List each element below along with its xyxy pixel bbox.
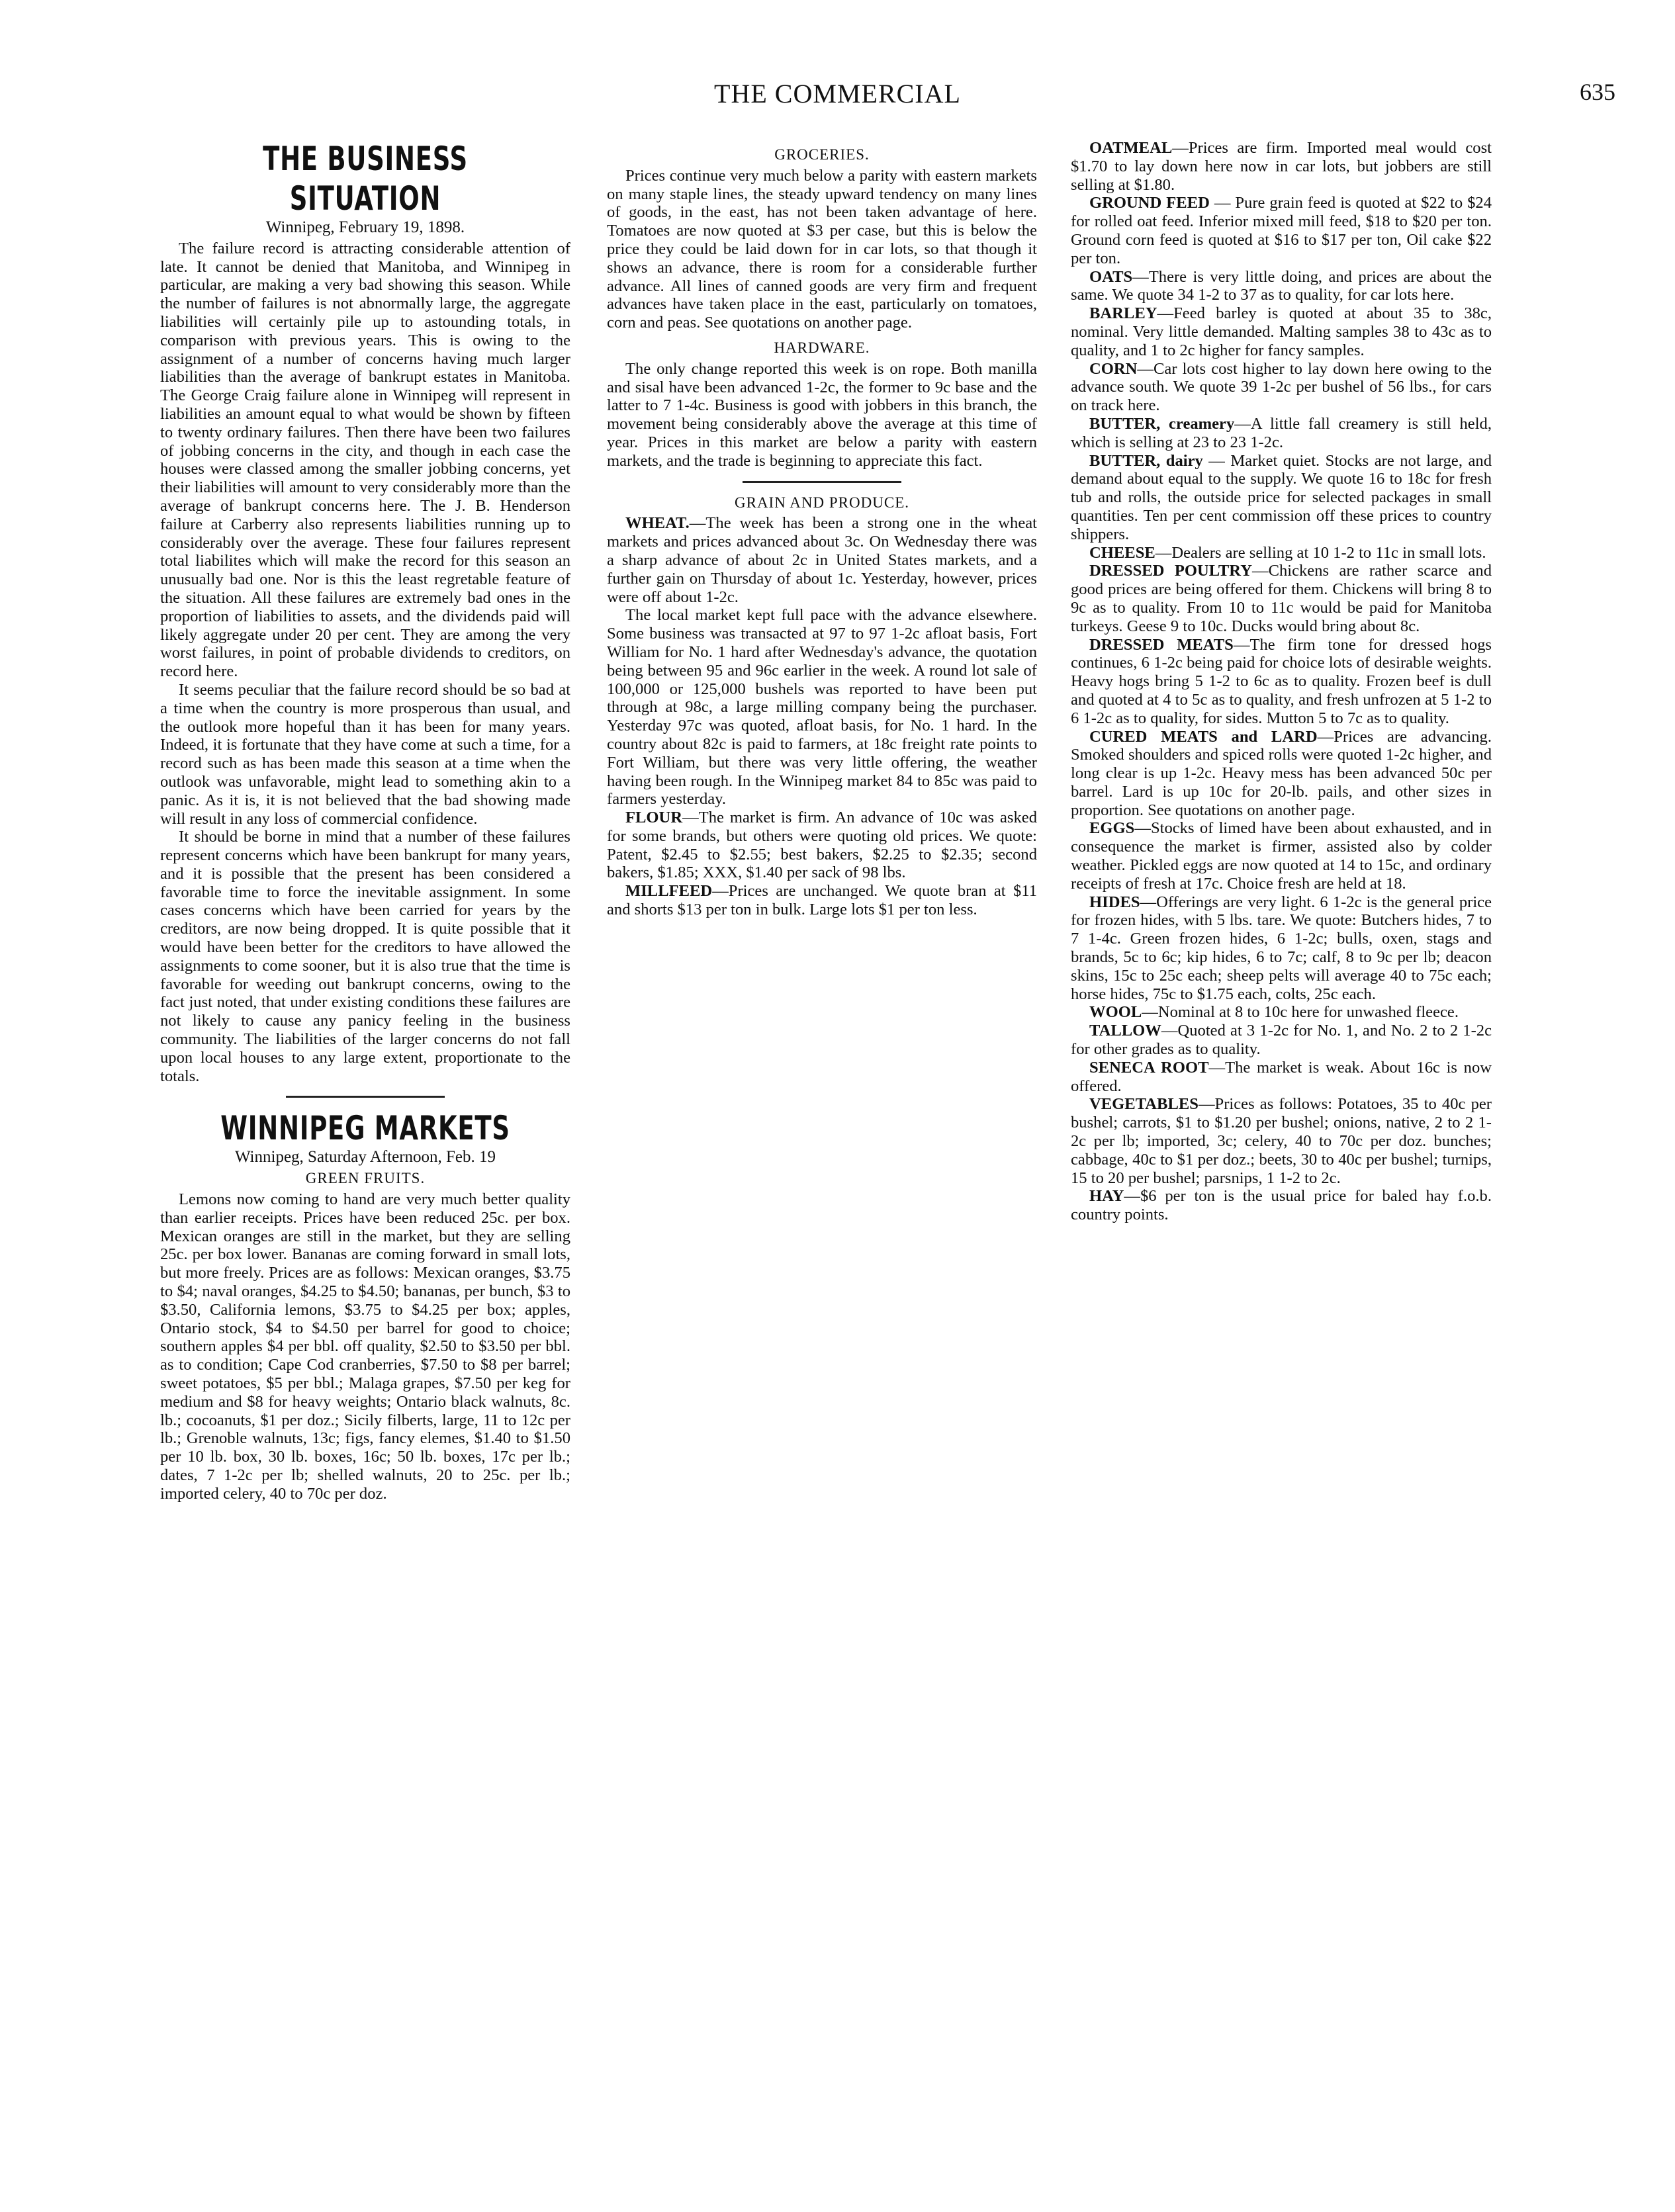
market-item-text: —Prices are firm. Imported meal would cost $1.70 to lay down here now in car lots, but jobbers are still selling at $1.80. [1071, 139, 1492, 194]
market-item-lead: HIDES [1089, 893, 1140, 911]
market-item-lead: MILLFEED [625, 882, 713, 901]
market-item-text: —$6 per ton is the usual price for baled hay f.o.b. country points. [1071, 1187, 1492, 1224]
market-item-text: —Feed barley is quoted at about 35 to 38c, nominal. Very little demanded. Malting samples 38 to 43c as to quality, and 1 to 2c higher for fancy samples. [1071, 304, 1492, 359]
market-item-lead: CHEESE [1089, 543, 1155, 562]
market-item-text: —Prices are advancing. Smoked shoulders and spiced rolls were quoted 1-2c higher, and long clear is up 1-2c. Heavy mess has been advanced 50c per barrel. Lard is up 10c for 20-lb. pails, and other sizes in proportion. See quotations on another page. [1071, 727, 1492, 819]
column-2 [607, 139, 1037, 919]
column-3 [1071, 139, 1492, 1224]
running-head [40, 78, 1635, 118]
market-item-lead: OATS [1089, 267, 1133, 286]
market-item-lead: BUTTER, creamery [1089, 414, 1235, 433]
market-item-text: — Pure grain feed is quoted at $22 to $24 for rolled oat feed. Inferior mixed mill feed, $18 to $20 per ton. Ground corn feed is quoted at $16 to $17 per ton, Oil cake $22 per ton. [1071, 194, 1492, 267]
green-fruits-heading: GREEN FRUITS. [305, 1170, 426, 1187]
market-item-lead: GROUND FEED [1089, 194, 1210, 212]
hardware-heading: HARDWARE. [774, 339, 870, 356]
market-item-text: —Offerings are very light. 6 1-2c is the general price for frozen hides, with 5 lbs. tare. We quote: Butchers hides, 7 to 7 1-4c. Green frozen hides, 6 1-2c; bulls, oxen, stags and brands, 5c to 6c; kip hides, 6 to 7c; calf, 8 to 9c per lb; deacon skins, 15c to 25c each; sheep pelts will average 40 to 75c each; horse hides, 75c to $1.75 each, colts, 25c each. [1071, 893, 1492, 1003]
business-paragraph: The failure record is attracting considerable attention of late. It cannot be denied that Manitoba, and Winnipeg in particular, are making a very bad showing this season. While the number of failures is not abnormally large, the aggregate liabilities will certainly pile up to astounding totals, in comparison with previous years. This is owing to the assignment of a number of concerns having much larger liabilities than the average of bankrupt estates in Manitoba. The George Craig failure alone in Winnipeg will represent in liabilities an amount equal to what would be shown by fifteen to twenty ordinary failures. Then there have been two failures of jobbing concerns in the city, and though in each case the houses were classed among the smaller jobbing concerns, yet their liabilities will amount to very considerably more than the average of bankrupt concerns here. The J. B. Henderson failure at Carberry also represents liabilities running up to considerably over the average. These four failures represent total liabilites which will make the record for this season an unusually bad one. Nor is this the least regretable feature of the situation. All these failures are extremely bad ones in the proportion of liabilities to assets, and the dividends paid will likely aggregate under 20 per cent. They are among the very worst failures, in point of probable dividends to creditors, on record here. [160, 239, 570, 681]
market-item-text: —Prices are unchanged. We quote bran at $11 and shorts $13 per ton in bulk. Large lots $1 per ton less. [607, 882, 1037, 919]
market-item-text: —Prices as follows: Potatoes, 35 to 40c per bushel; carrots, $1 to $1.20 per bushel; onions, native, 2 to 2 1-2c per lb; imported, 3c; celery, 40 to 70c per doz. bunches; cabbage, 40c to $1 per doz.; beets, 30 to 40c per bushel; turnips, 15 to 20 per bushel; parsnips, 1 1-2 to 2c. [1071, 1095, 1492, 1187]
market-item-lead: BARLEY [1089, 304, 1157, 323]
hardware-text: The only change reported this week is on rope. Both manilla and sisal have been advanced 1-2c, the former to 9c base and the latter to 7 1-4c. Business is good with jobbers in this branch, the movement being considerably above the average at this time of year. Prices in this market are below a parity with eastern markets, and the trade is beginning to appreciate this fact. [607, 359, 1037, 470]
market-item-text: —There is very little doing, and prices are about the same. We quote 34 1-2 to 37 as to quality, for car lots here. [1071, 267, 1492, 304]
business-paragraph: It should be borne in mind that a number of these failures represent concerns which have been bankrupt for many years, and it is possible that the present has been considered a favorable time to force the inevitable assignment. In some cases concerns which have been carried for years by the creditors, are now being dropped. It is quite possible that it would have been better for the creditors to have allowed the assignments to come sooner, but it is also true that the time is favorable for weeding out bankrupt concerns, owing to the fact just noted, that under existing conditions these failures are not likely to cause any panicy feeling in the business community. The liabilities of the larger concerns do not fall upon local houses to any large extent, proportionate to the totals. [160, 828, 570, 1085]
market-item-text: —Chickens are rather scarce and good prices are being offered for them. Chickens will bring 8 to 9c as to quality. From 10 to 11c would be paid for Manitoba turkeys. Geese 9 to 10c. Ducks would bring about 8c. [1071, 562, 1492, 635]
market-item-lead: DRESSED MEATS [1089, 635, 1234, 654]
section-divider [743, 481, 901, 483]
winnipeg-markets-headline: WINNIPEG MARKETS [220, 1109, 510, 1148]
groceries-text: Prices continue very much below a parity with eastern markets on many staple lines, the steady upward tendency on many lines of goods, in the east, has not been taken advantage of here. Tomatoes are now quoted at $3 per case, but this is below the price they could be laid down for in car lots, so that though it shows an advance, there is room for a considerable further advance. All lines of canned goods are very firm and frequent advances have taken place in the east, particularly on tomatoes, corn and peas. See quotations on another page. [607, 166, 1037, 332]
market-item-lead: TALLOW [1089, 1022, 1161, 1040]
section-divider [286, 1096, 445, 1098]
market-item-text: The local market kept full pace with the advance elsewhere. Some business was transacted at 97 to 97 1-2c afloat basis, Fort William for No. 1 hard after Wednesday's advance, the quotation being between 95 and 96c earlier in the week. A round lot sale of 100,000 or 125,000 bushels was reported to have been put through at 98c, a large milling company being the purchaser. Yesterday 97c was quoted, afloat basis, for No. 1 hard. In the country about 82c is paid to farmers, at 18c freight rate points to Fort William, but there was very little offering, the weather having been rough. In the Winnipeg market 84 to 85c was paid to farmers yesterday. [607, 606, 1037, 809]
column-1 [160, 139, 570, 1503]
grain-produce-heading: GRAIN AND PRODUCE. [735, 494, 909, 511]
market-item-lead: CURED MEATS and LARD [1089, 727, 1318, 746]
market-item-text: —Quoted at 3 1-2c for No. 1, and No. 2 to 2 1-2c for other grades as to quality. [1071, 1022, 1492, 1059]
market-item-lead: OATMEAL [1089, 139, 1173, 157]
market-item-text: — Market quiet. Stocks are not large, and demand about equal to the supply. We quote 16 to 18c for fresh tub and rolls, the outside price for selected packages in small quantities. Ten per cent commission off these prices to country shippers. [1071, 451, 1492, 543]
business-situation-dateline: Winnipeg, February 19, 1898. [265, 218, 465, 236]
market-item-text: —Stocks of limed have been about exhausted, and in consequence the market is firmer, assisted also by colder weather. Pickled eggs are now quoted at 14 to 15c, and ordinary receipts of fresh at 17c. Choice fresh are held at 18. [1071, 819, 1492, 893]
market-item-lead: DRESSED POULTRY [1089, 562, 1252, 580]
market-item-text: —A little fall creamery is still held, which is selling at 23 to 23 1-2c. [1071, 414, 1492, 451]
market-item-text: —Nominal at 8 to 10c here for unwashed fleece. [1142, 1003, 1459, 1022]
market-item-text: —Dealers are selling at 10 1-2 to 11c in small lots. [1155, 543, 1486, 562]
market-item-text: —The market is weak. About 16c is now offered. [1071, 1058, 1492, 1095]
green-fruits-text: Lemons now coming to hand are very much better quality than earlier receipts. Prices have been reduced 25c. per box. Mexican oranges are still in the market, but they are selling 25c. per box lower. Bananas are coming forward in small lots, but more freely. Prices are as follows: Mexican oranges, $3.75 to $4; naval oranges, $4.25 to $4.50; bananas, per bunch, $3 to $3.50, California lemons, $3.75 to $4.25 per box; apples, Ontario stock, $4 to $4.50 per barrel for good to choice; southern apples $4 per bbl. off quality, $2.50 to $3.50 per bbl. as to condition; Cape Cod cranberries, $7.50 to $8 per barrel; sweet potatoes, $5 per bbl.; Malaga grapes, $7.50 per keg for medium and $8 for heavy weights; Ontario black walnuts, 8c. lb.; cocoanuts, $1 per doz.; Sicily filberts, large, 11 to 12c per lb.; Grenoble walnuts, 13c; figs, fancy elemes, $1.40 to $1.50 per 10 lb. box, 30 lb. boxes, 16c; 50 lb. boxes, 17c per lb.; dates, 7 1-2c per lb; shelled walnuts, 20 to 25c. per lb.; imported celery, 40 to 70c per doz. [160, 1190, 570, 1503]
market-item-lead: HAY [1089, 1187, 1124, 1206]
market-item-text: —The market is firm. An advance of 10c was asked for some brands, but others were quoting old prices. We quote: Patent, $2.45 to $2.55; best bakers, $2.25 to $2.35; second bakers, $1.85; XXX, $1.40 per sack of 98 lbs. [607, 809, 1037, 882]
market-item-lead: WOOL [1089, 1003, 1142, 1022]
market-item-lead: WHEAT. [625, 514, 690, 533]
market-item-lead: FLOUR [625, 809, 683, 827]
market-item-text: —The week has been a strong one in the wheat markets and prices advanced about 3c. On Wednesday there was a sharp advance of about 2c in United States markets, and a further gain on Thursday of about 1c. Yesterday, however, prices were off about 1-2c. [607, 514, 1037, 606]
business-situation-headline: THE BUSINESS SITUATION [263, 140, 468, 218]
market-item-text: —The firm tone for dressed hogs continues, 6 1-2c being paid for choice lots of desirable weights. Heavy hogs bring 5 1-2 to 6c as to quality. Frozen beef is dull and quoted at 4 to 5c as to quality, and fresh unfrozen at 5 1-2 to 6 1-2c as to quality, for sides. Mutton 5 to 7c as to quality. [1071, 635, 1492, 727]
market-item-lead: CORN [1089, 359, 1138, 378]
winnipeg-markets-dateline: Winnipeg, Saturday Afternoon, Feb. 19 [234, 1148, 496, 1167]
groceries-heading: GROCERIES. [774, 146, 870, 163]
business-paragraph: It seems peculiar that the failure record should be so bad at a time when the country is more prosperous than usual, and the outlook more hopeful than it has been for many years. Indeed, it is fortunate that they have come at such a time, for a record such as has been made this season at a time when the outlook was unfavorable, might lead to something akin to a panic. As it is, it is not believed that the bad showing made will result in any loss of commercial confidence. [160, 680, 570, 828]
market-item-lead: EGGS [1089, 819, 1135, 838]
market-item-text: —Car lots cost higher to lay down here owing to the advance south. We quote 39 1-2c per bushel of 56 lbs., for cars on track here. [1071, 359, 1492, 415]
market-item-lead: BUTTER, dairy [1089, 451, 1203, 470]
market-item-lead: VEGETABLES [1089, 1095, 1199, 1114]
journal-title: THE COMMERCIAL [714, 79, 961, 109]
page-number: 635 [1580, 79, 1615, 105]
market-item-lead: SENECA ROOT [1089, 1058, 1209, 1077]
